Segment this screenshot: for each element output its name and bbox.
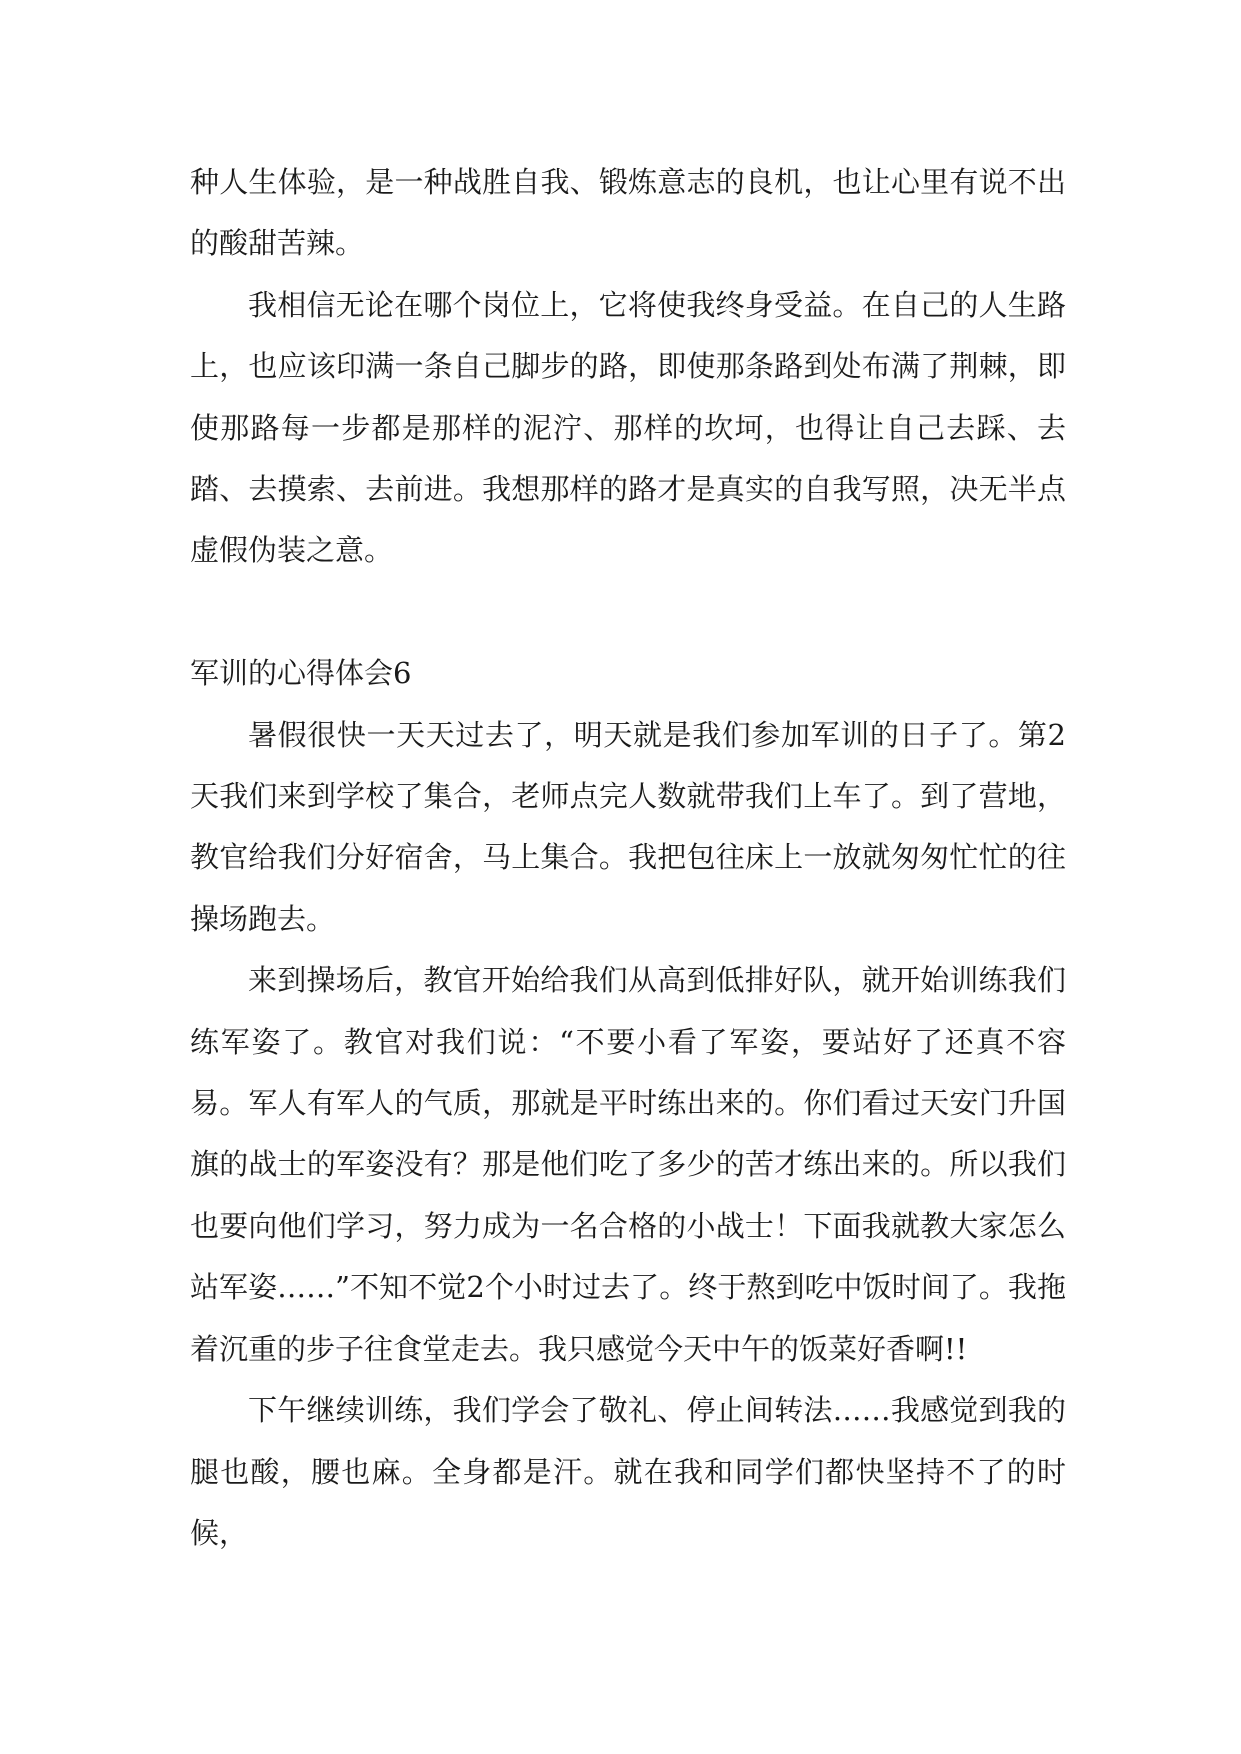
paragraph-playground: 来到操场后，教官开始给我们从高到低排好队，就开始训练我们练军姿了。教官对我们说：“不要小看了军姿，要站好了还真不容易。军人有军人的气质，那就是平时练出来的。你们看过天安门升国旗的战士的军姿没有？那是他们吃了多少的苦才练出来的。所以我们也要向他们学习，努力成为一名合格的小战士！下面我就教大家怎么站军姿……”不知不觉2个小时过去了。终于熬到吃中饭时间了。我拖着沉重的步子往食堂走去。我只感觉今天中午的饭菜好香啊!!: [190, 963, 1066, 1366]
document-body: [190, 152, 1066, 1564]
paragraph-summer: 暑假很快一天天过去了，明天就是我们参加军训的日子了。第2天我们来到学校了集合，老师点完人数就带我们上车了。到了营地，教官给我们分好宿舍，马上集合。我把包往床上一放就匆匆忙忙的往操场跑去。: [190, 717, 1066, 936]
paragraph-continuation: 种人生体验，是一种战胜自我、锻炼意志的良机，也让心里有说不出的酸甜苦辣。: [190, 165, 1066, 261]
paragraph-belief: 我相信无论在哪个岗位上，它将使我终身受益。在自己的人生路上，也应该印满一条自己脚步的路，即使那条路到处布满了荆棘，即使那路每一步都是那样的泥泞、那样的坎坷，也得让自己去踩、去踏、去摸索、去前进。我想那样的路才是真实的自我写照，决无半点虚假伪装之意。: [190, 287, 1066, 568]
paragraph-afternoon: 下午继续训练，我们学会了敬礼、停止间转法……我感觉到我的腿也酸，腰也麻。全身都是汗。就在我和同学们都快坚持不了的时候，: [190, 1393, 1066, 1550]
section-heading: 军训的心得体会6: [190, 656, 412, 691]
